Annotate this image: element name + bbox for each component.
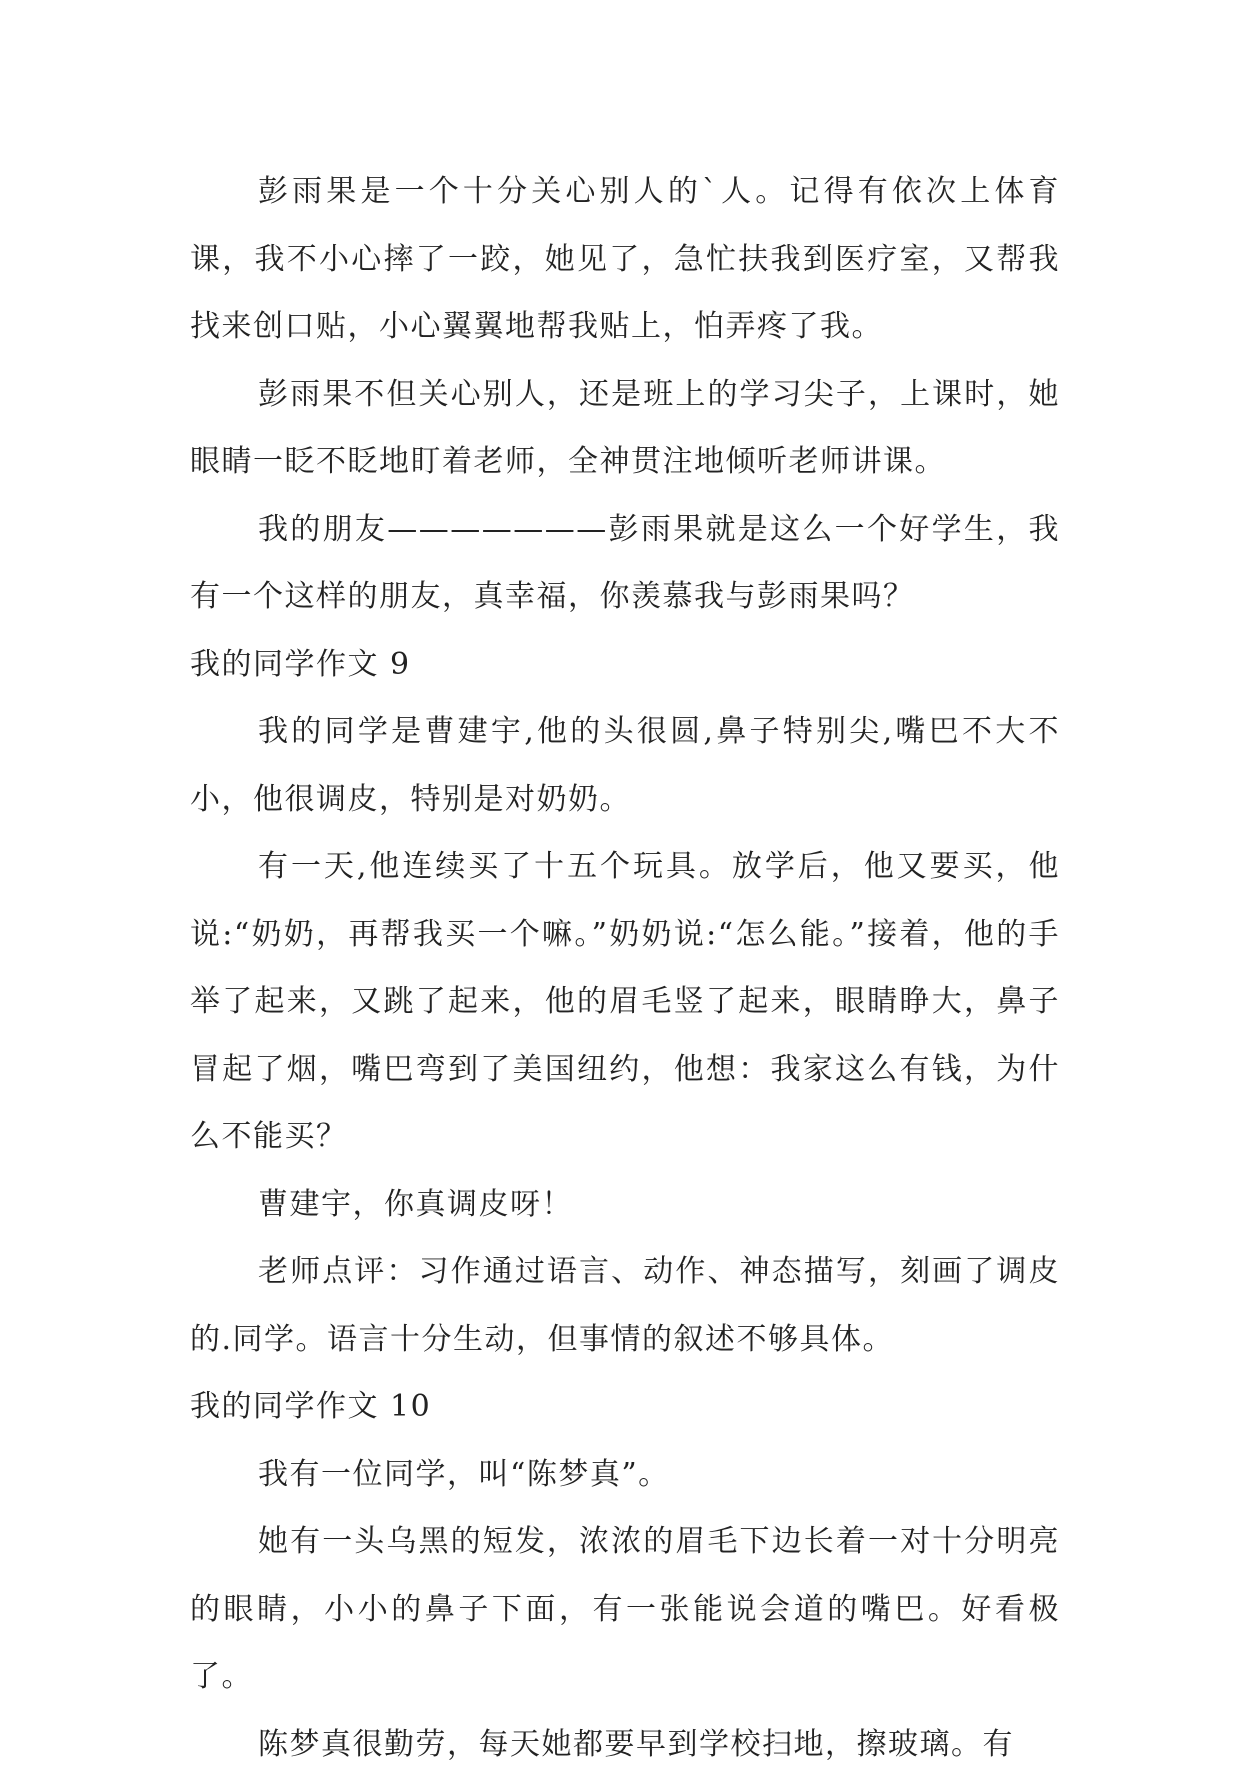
paragraph: 彭雨果不但关心别人，还是班上的学习尖子，上课时，她眼睛一眨不眨地盯着老师，全神贯注地倾听老师讲课。 bbox=[190, 361, 1060, 496]
paragraph: 她有一头乌黑的短发，浓浓的眉毛下边长着一对十分明亮的眼睛，小小的鼻子下面，有一张能说会道的嘴巴。好看极了。 bbox=[190, 1508, 1060, 1711]
paragraph: 我的朋友———————彭雨果就是这么一个好学生，我有一个这样的朋友，真幸福，你羡慕我与彭雨果吗？ bbox=[190, 496, 1060, 631]
teacher-comment-paragraph: 老师点评：习作通过语言、动作、神态描写，刻画了调皮的.同学。语言十分生动，但事情的叙述不够具体。 bbox=[190, 1238, 1060, 1373]
document-page bbox=[190, 158, 1060, 1778]
section-heading: 我的同学作文 10 bbox=[190, 1373, 1060, 1441]
paragraph: 我的同学是曹建宇,他的头很圆,鼻子特别尖,嘴巴不大不小，他很调皮，特别是对奶奶。 bbox=[190, 698, 1060, 833]
paragraph: 我有一位同学，叫“陈梦真”。 bbox=[190, 1441, 1060, 1509]
section-heading: 我的同学作文 9 bbox=[190, 631, 1060, 699]
paragraph: 彭雨果是一个十分关心别人的`人。记得有依次上体育课，我不小心摔了一跤，她见了，急忙扶我到医疗室，又帮我找来创口贴，小心翼翼地帮我贴上，怕弄疼了我。 bbox=[190, 158, 1060, 361]
paragraph: 曹建宇，你真调皮呀！ bbox=[190, 1171, 1060, 1239]
paragraph: 陈梦真很勤劳，每天她都要早到学校扫地，擦玻璃。有 bbox=[190, 1711, 1060, 1778]
paragraph: 有一天,他连续买了十五个玩具。放学后，他又要买，他说:“奶奶，再帮我买一个嘛。”奶奶说:“怎么能。”接着，他的手举了起来，又跳了起来，他的眉毛竖了起来，眼睛睁大，鼻子冒起了烟，嘴巴弯到了美国纽约，他想：我家这么有钱，为什么不能买？ bbox=[190, 833, 1060, 1171]
